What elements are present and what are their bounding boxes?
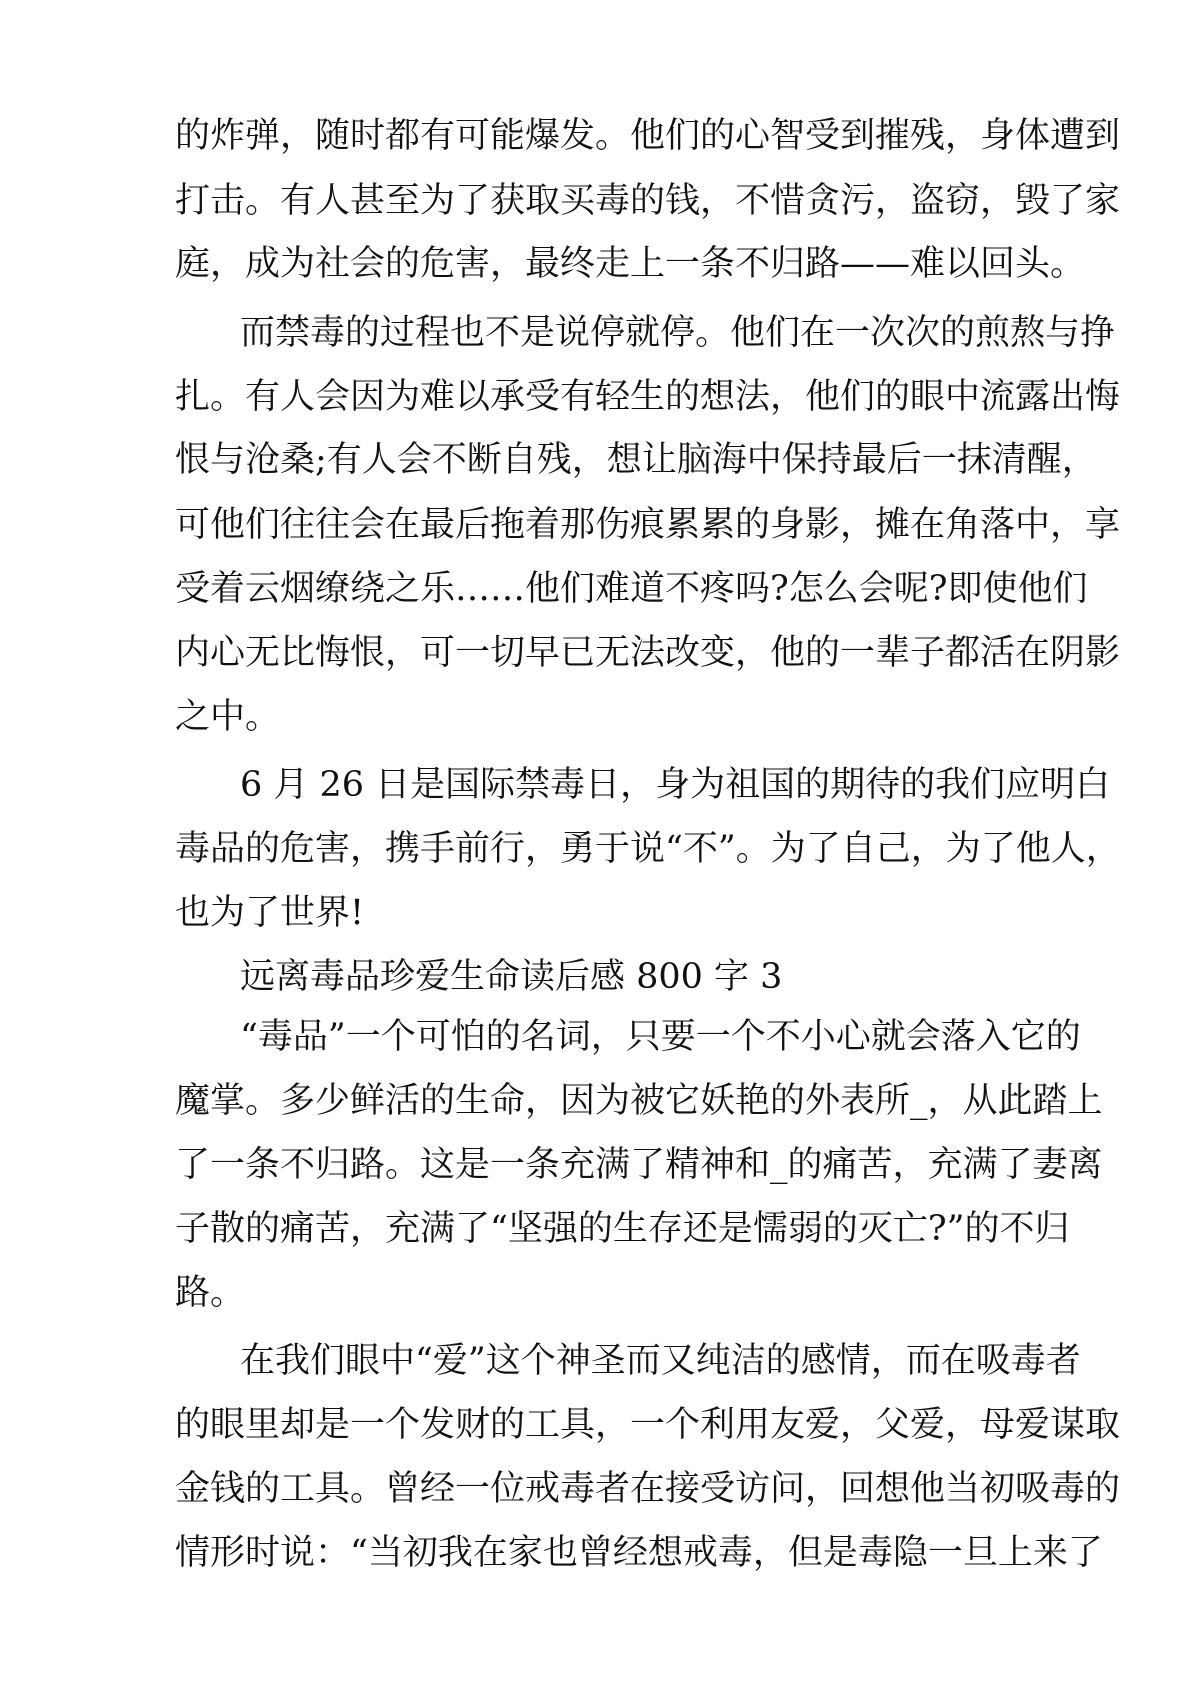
paragraph-2-line-7: 之中。: [175, 697, 281, 737]
paragraph-1-line-1: 的炸弹，随时都有可能爆发。他们的心智受到摧残，身体遭到: [175, 116, 1121, 156]
paragraph-5-line-2: 的眼里却是一个发财的工具，一个利用友爱，父爱，母爱谋取: [175, 1405, 1121, 1445]
paragraph-4-line-2: 魔掌。多少鲜活的生命，因为被它妖艳的外表所_，从此踏上: [175, 1081, 1103, 1121]
paragraph-3-line-3: 也为了世界!: [175, 893, 365, 933]
paragraph-4-line-1: “毒品”一个可怕的名词，只要一个不小心就会落入它的: [240, 1017, 1081, 1057]
paragraph-3-line-2: 毒品的危害，携手前行，勇于说“不”。为了自己，为了他人，: [175, 829, 1121, 869]
paragraph-5-line-3: 金钱的工具。曾经一位戒毒者在接受访问，回想他当初吸毒的: [175, 1469, 1121, 1509]
paragraph-2-line-4: 可他们往往会在最后拖着那伤痕累累的身影，摊在角落中，享: [175, 505, 1121, 545]
paragraph-5-line-4: 情形时说：“当初我在家也曾经想戒毒，但是毒隐一旦上来了: [175, 1533, 1103, 1573]
paragraph-4-line-4: 子散的痛苦，充满了“坚强的生存还是懦弱的灭亡?”的不归: [175, 1209, 1070, 1249]
section-heading: 远离毒品珍爱生命读后感 800 字 3: [240, 957, 783, 997]
paragraph-3-line-1: 6 月 26 日是国际禁毒日，身为祖国的期待的我们应明白: [240, 765, 1111, 805]
paragraph-1-line-2: 打击。有人甚至为了获取买毒的钱，不惜贪污，盗窃，毁了家: [175, 181, 1121, 221]
paragraph-2-line-2: 扎。有人会因为难以承受有轻生的想法，他们的眼中流露出悔: [175, 377, 1121, 417]
paragraph-2-line-5: 受着云烟缭绕之乐……他们难道不疼吗?怎么会呢?即使他们: [175, 569, 1088, 609]
paragraph-1-line-3: 庭，成为社会的危害，最终走上一条不归路——难以回头。: [175, 244, 1086, 284]
paragraph-2-line-1: 而禁毒的过程也不是说停就停。他们在一次次的煎熬与挣: [240, 313, 1116, 353]
paragraph-2-line-3: 恨与沧桑;有人会不断自残，想让脑海中保持最后一抹清醒，: [175, 440, 1097, 480]
paragraph-2-line-6: 内心无比悔恨，可一切早已无法改变，他的一辈子都活在阴影: [175, 633, 1121, 673]
paragraph-4-line-3: 了一条不归路。这是一条充满了精神和_的痛苦，充满了妻离: [175, 1145, 1103, 1185]
paragraph-5-line-1: 在我们眼中“爱”这个神圣而又纯洁的感情，而在吸毒者: [240, 1341, 1081, 1381]
paragraph-4-line-5: 路。: [175, 1273, 246, 1313]
